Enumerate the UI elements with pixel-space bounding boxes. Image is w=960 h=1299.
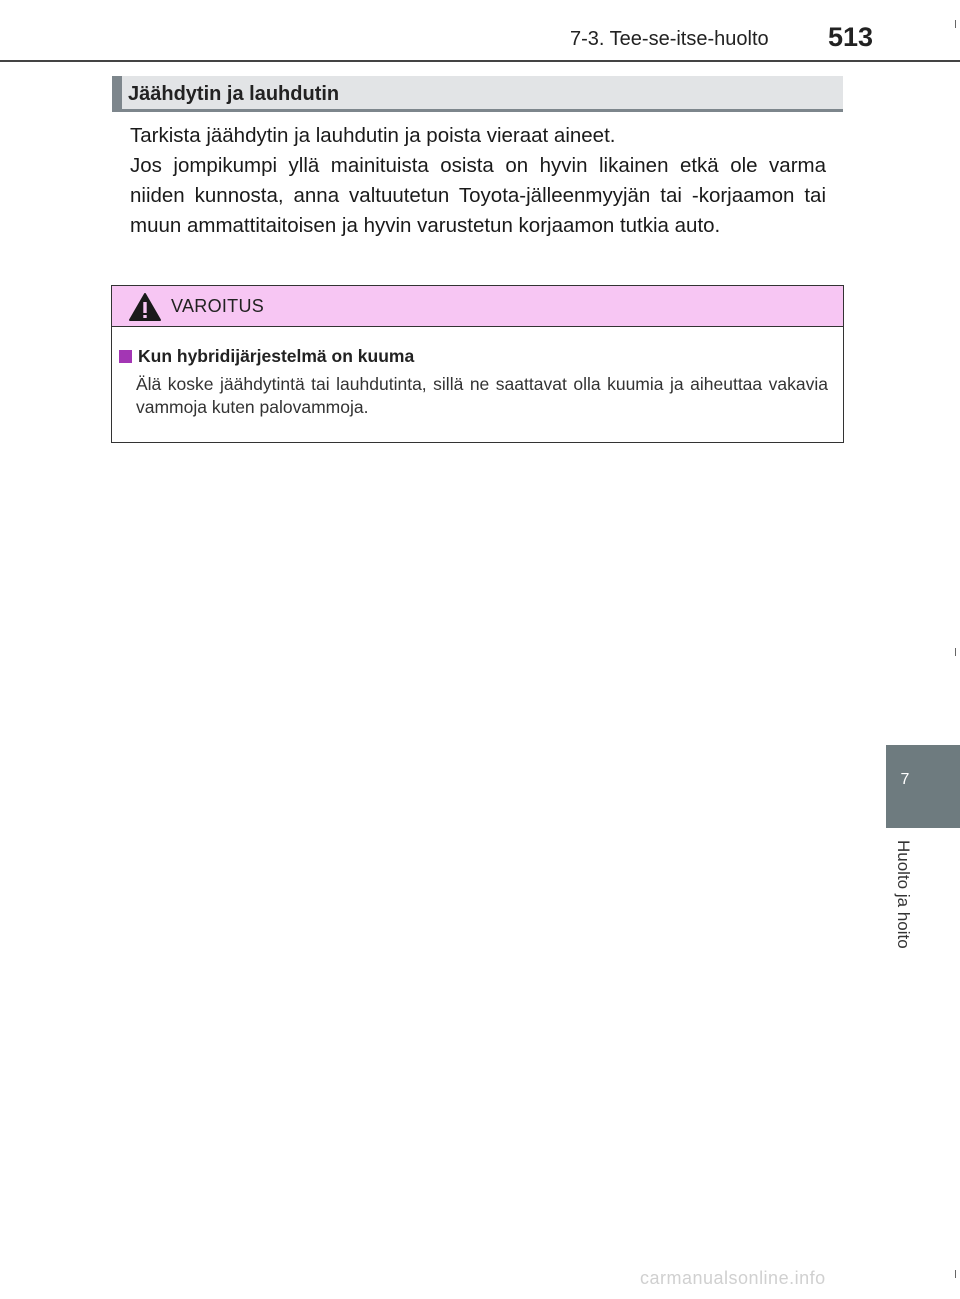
chapter-label: Huolto ja hoito [894, 840, 913, 949]
warning-text: Älä koske jäähdytintä tai lauhdutinta, sillä ne saattavat olla kuumia ja aiheuttaa vakavia vammoja kuten palovammoja. [136, 374, 828, 417]
warning-triangle-icon [128, 292, 162, 322]
crop-mark [955, 20, 956, 28]
crop-mark [955, 648, 956, 656]
section-heading [112, 76, 843, 112]
body-paragraph: Jos jompikumpi yllä mainituista osista on hyvin likainen etkä ole varma niiden kunnosta, anna valtuutetun Toyota-jälleenmyyjän tai -korjaamon tai muun ammattitaitoisen ja hyvin varustetun korjaamon tutkia auto. [130, 154, 826, 237]
watermark: carmanualsonline.info [640, 1268, 826, 1288]
section-body [130, 121, 826, 241]
warning-label: VAROITUS [171, 296, 265, 316]
section-heading-accent [112, 76, 122, 109]
header-section-title: 7-3. Tee-se-itse-huolto [570, 28, 769, 50]
warning-box [111, 285, 844, 443]
bullet-square-icon [119, 350, 132, 363]
chapter-number: 7 [900, 771, 910, 788]
section-title: Jäähdytin ja lauhdutin [128, 83, 340, 105]
header-divider [0, 60, 960, 62]
warning-header [112, 286, 843, 327]
chapter-tab [886, 745, 960, 828]
body-paragraph: Tarkista jäähdytin ja lauhdutin ja poista vieraat aineet. [130, 124, 616, 147]
crop-mark [955, 1270, 956, 1278]
warning-subheading [119, 346, 414, 367]
warning-subheading-text: Kun hybridijärjestelmä on kuuma [138, 346, 415, 366]
page-number: 513 [828, 22, 874, 52]
